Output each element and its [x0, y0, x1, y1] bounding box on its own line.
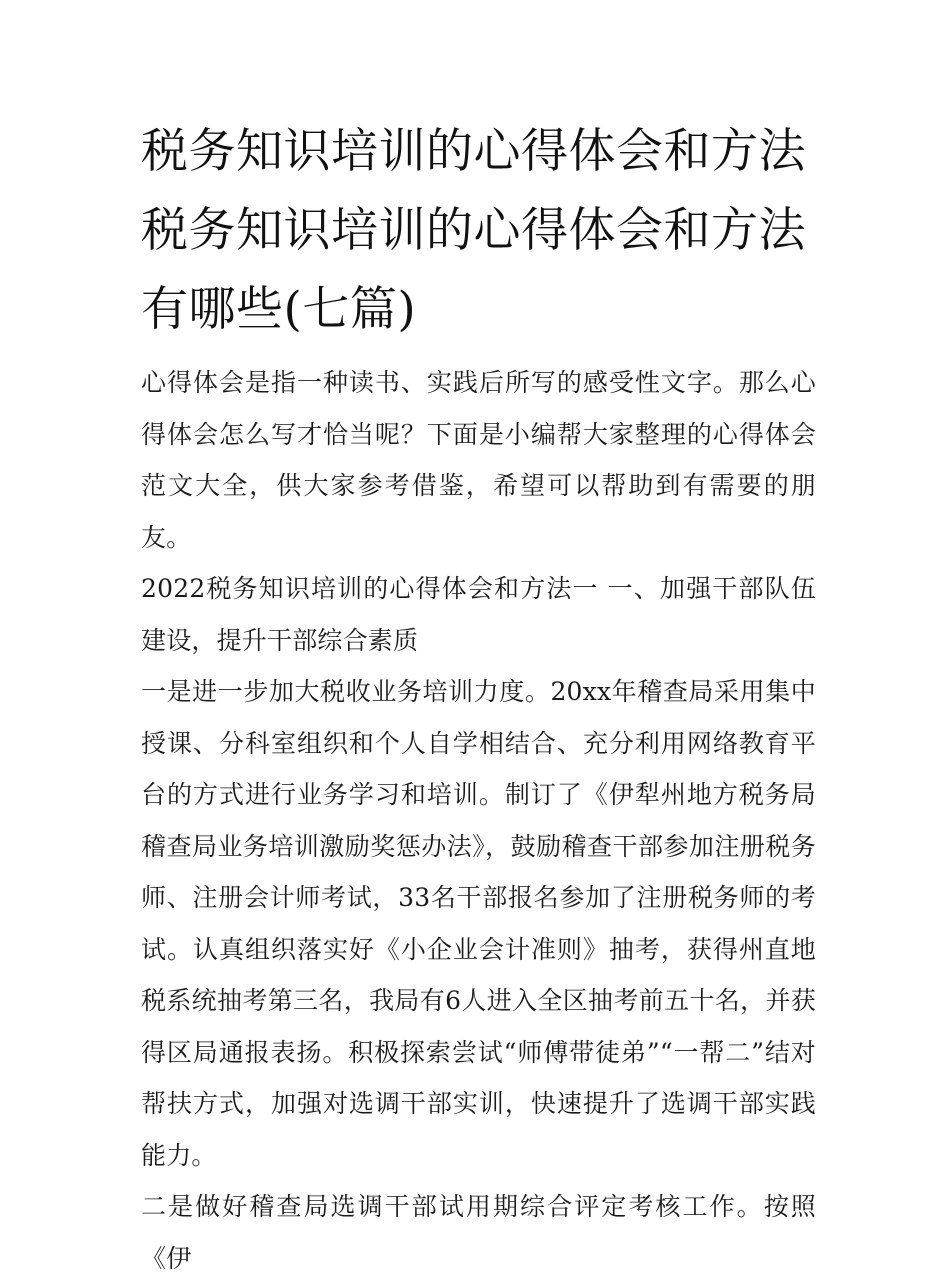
document-body	[141, 112, 816, 1284]
intro-paragraph: 心得体会是指一种读书、实践后所写的感受性文字。那么心得体会怎么写才恰当呢？下面是小编帮大家整理的心得体会范文大全，供大家参考借鉴，希望可以帮助到有需要的朋友。	[141, 368, 816, 552]
section-heading-paragraph: 2022税务知识培训的心得体会和方法一 一、加强干部队伍建设，提升干部综合素质	[141, 574, 816, 655]
body-paragraph-training: 一是进一步加大税收业务培训力度。20xx年稽查局采用集中授课、分科室组织和个人自学相结合、充分利用网络教育平台的方式进行业务学习和培训。制订了《伊犁州地方税务局稽查局业务培训激励奖惩办法》，鼓励稽查干部参加注册税务师、注册会计师考试，33名干部报名参加了注册税务师的考试。认真组织落实好《小企业会计准则》抽考，获得州直地税系统抽考第三名，我局有6人进入全区抽考前五十名，并获得区局通报表扬。积极探索尝试“师傅带徒弟”“一帮二”结对帮扶方式，加强对选调干部实训，快速提升了选调干部实践能力。	[141, 677, 816, 1170]
body-paragraph-assessment: 二是做好稽查局选调干部试用期综合评定考核工作。按照《伊	[141, 1192, 816, 1273]
document-title: 税务知识培训的心得体会和方法 税务知识培训的心得体会和方法有哪些(七篇)	[141, 124, 806, 337]
